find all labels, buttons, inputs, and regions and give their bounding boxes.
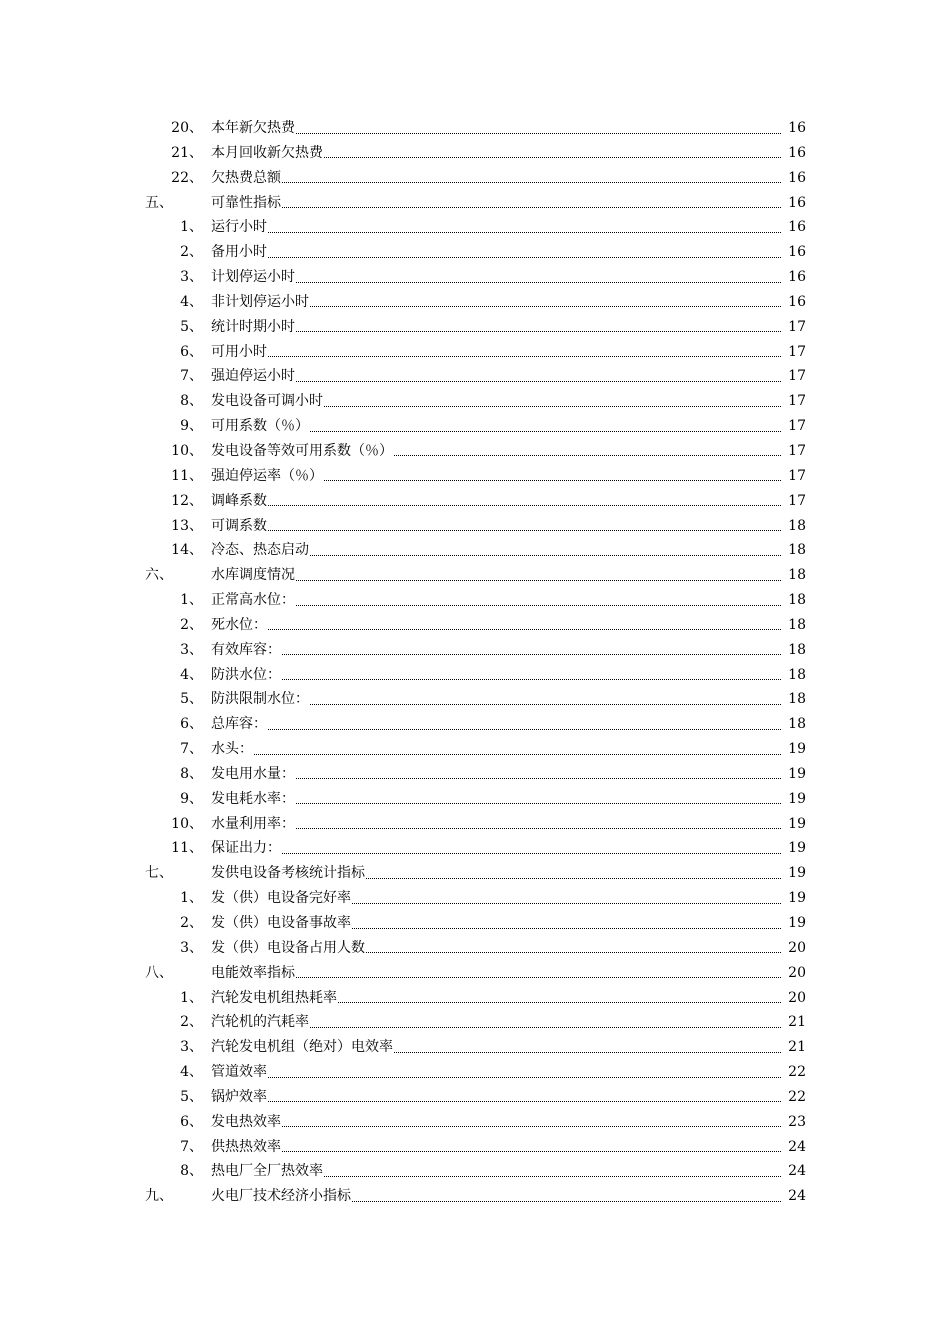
toc-entry-number: 6、 bbox=[180, 343, 203, 360]
toc-entry[interactable] bbox=[0, 389, 950, 414]
toc-entry[interactable] bbox=[0, 439, 950, 464]
toc-entry-page-number: 21 bbox=[788, 1014, 806, 1031]
toc-entry-page-number: 18 bbox=[788, 542, 806, 559]
toc-entry-number: 6、 bbox=[180, 716, 203, 733]
toc-entry-title-area bbox=[211, 812, 781, 837]
toc-entry-title: 可用小时 bbox=[211, 340, 268, 365]
toc-entry-title-area bbox=[211, 1035, 781, 1060]
toc-entry-title: 发电用水量： bbox=[211, 762, 296, 787]
toc-entry[interactable] bbox=[0, 663, 950, 688]
dot-leader bbox=[211, 381, 781, 382]
toc-entry-title: 运行小时 bbox=[211, 215, 268, 240]
toc-entry-title-area bbox=[211, 787, 781, 812]
toc-entry-title-area bbox=[211, 116, 781, 141]
toc-entry[interactable] bbox=[0, 1010, 950, 1035]
dot-leader bbox=[211, 629, 781, 630]
toc-entry-number: 2、 bbox=[180, 244, 203, 261]
toc-entry-title-area bbox=[211, 638, 781, 663]
toc-entry-number: 1、 bbox=[180, 890, 203, 907]
toc-entry-title: 可调系数 bbox=[211, 514, 268, 539]
toc-entry-page-number: 18 bbox=[788, 666, 806, 683]
dot-leader bbox=[211, 679, 781, 680]
toc-entry-page-number: 21 bbox=[788, 1039, 806, 1056]
toc-entry-title: 汽轮机的汽耗率 bbox=[211, 1010, 310, 1035]
toc-entry-number: 22、 bbox=[171, 169, 203, 186]
toc-entry-page-number: 19 bbox=[788, 840, 806, 857]
toc-entry-title-area bbox=[211, 613, 781, 638]
toc-entry-number: 20、 bbox=[171, 120, 203, 136]
toc-entry-title-area bbox=[211, 240, 781, 265]
toc-entry-title-area bbox=[211, 489, 781, 514]
toc-entry[interactable] bbox=[0, 1184, 950, 1209]
toc-entry[interactable] bbox=[0, 116, 950, 141]
toc-entry[interactable] bbox=[0, 265, 950, 290]
toc-entry-number: 5、 bbox=[180, 691, 203, 708]
dot-leader bbox=[211, 1077, 781, 1078]
toc-entry[interactable] bbox=[0, 836, 950, 861]
toc-entry-number: 8、 bbox=[180, 765, 203, 782]
toc-entry[interactable] bbox=[0, 712, 950, 737]
toc-entry[interactable] bbox=[0, 364, 950, 389]
toc-entry-page-number: 18 bbox=[788, 641, 806, 658]
toc-entry-page-number: 16 bbox=[788, 244, 806, 261]
toc-entry-title: 发（供）电设备占用人数 bbox=[211, 936, 366, 961]
toc-entry[interactable] bbox=[0, 936, 950, 961]
toc-entry-page-number: 16 bbox=[788, 144, 806, 161]
toc-entry-title: 强迫停运小时 bbox=[211, 364, 296, 389]
toc-entry-page-number: 17 bbox=[788, 467, 806, 484]
toc-entry-number: 1、 bbox=[180, 989, 203, 1006]
toc-entry-title-area bbox=[211, 563, 781, 588]
toc-entry-title: 非计划停运小时 bbox=[211, 290, 310, 315]
toc-entry-page-number: 24 bbox=[788, 1163, 806, 1180]
toc-entry[interactable] bbox=[0, 687, 950, 712]
toc-entry-number: 2、 bbox=[180, 1014, 203, 1031]
toc-entry[interactable] bbox=[0, 514, 950, 539]
toc-entry-title-area bbox=[211, 1060, 781, 1085]
toc-entry-title-area bbox=[211, 464, 781, 489]
toc-entry-number: 6、 bbox=[180, 1113, 203, 1130]
toc-entry-number: 13、 bbox=[171, 517, 203, 534]
toc-entry-title: 可用系数（％） bbox=[211, 414, 310, 439]
toc-entry-title: 汽轮发电机组（绝对）电效率 bbox=[211, 1035, 394, 1060]
toc-entry-title-area bbox=[211, 1110, 781, 1135]
toc-entry[interactable] bbox=[0, 464, 950, 489]
toc-entry-number: 9、 bbox=[180, 418, 203, 435]
dot-leader bbox=[211, 331, 781, 332]
dot-leader bbox=[211, 1151, 781, 1152]
toc-entry-title-area bbox=[211, 340, 781, 365]
toc-entry[interactable] bbox=[0, 240, 950, 265]
toc-entry-page-number: 16 bbox=[788, 120, 806, 136]
toc-entry-number: 4、 bbox=[180, 666, 203, 683]
dot-leader bbox=[211, 232, 781, 233]
toc-entry-page-number: 16 bbox=[788, 293, 806, 310]
dot-leader bbox=[211, 977, 781, 978]
toc-entry-page-number: 19 bbox=[788, 741, 806, 758]
toc-entry[interactable] bbox=[0, 290, 950, 315]
toc-entry-number: 11、 bbox=[171, 467, 203, 484]
toc-entry-number: 5、 bbox=[180, 318, 203, 335]
toc-entry-title: 热电厂全厂热效率 bbox=[211, 1159, 324, 1184]
toc-entry[interactable] bbox=[0, 1135, 950, 1160]
toc-entry-title: 本年新欠热费 bbox=[211, 116, 296, 141]
toc-entry-title-area bbox=[211, 414, 781, 439]
toc-entry-page-number: 16 bbox=[788, 169, 806, 186]
toc-entry-title: 调峰系数 bbox=[211, 489, 268, 514]
dot-leader bbox=[211, 356, 781, 357]
toc-entry-title-area bbox=[211, 191, 781, 216]
toc-entry-page-number: 20 bbox=[788, 939, 806, 956]
toc-entry-number: 7、 bbox=[180, 741, 203, 758]
toc-entry[interactable] bbox=[0, 414, 950, 439]
dot-leader bbox=[211, 530, 781, 531]
toc-entry-title: 有效库容： bbox=[211, 638, 282, 663]
toc-entry[interactable] bbox=[0, 1110, 950, 1135]
toc-entry-page-number: 19 bbox=[788, 915, 806, 931]
dot-leader bbox=[211, 182, 781, 183]
toc-entry-page-number: 17 bbox=[788, 368, 806, 385]
toc-entry[interactable] bbox=[0, 1035, 950, 1060]
toc-entry-title-area bbox=[211, 886, 781, 911]
toc-entry-title: 欠热费总额 bbox=[211, 166, 282, 191]
toc-entry-title: 发供电设备考核统计指标 bbox=[211, 861, 366, 886]
dot-leader bbox=[211, 654, 781, 655]
toc-entry-page-number: 17 bbox=[788, 492, 806, 509]
toc-entry-title: 水头： bbox=[211, 737, 254, 762]
toc-entry-number: 14、 bbox=[171, 542, 203, 559]
toc-entry-number: 9、 bbox=[180, 790, 203, 807]
toc-entry[interactable] bbox=[0, 762, 950, 787]
toc-entry-title-area bbox=[211, 439, 781, 464]
toc-entry-title: 防洪限制水位： bbox=[211, 687, 310, 712]
toc-entry-title-area bbox=[211, 762, 781, 787]
toc-entry-page-number: 18 bbox=[788, 592, 806, 609]
toc-entry-page-number: 20 bbox=[788, 989, 806, 1006]
toc-entry-page-number: 24 bbox=[788, 1138, 806, 1155]
dot-leader bbox=[211, 282, 781, 283]
toc-entry-title: 可靠性指标 bbox=[211, 191, 282, 216]
toc-entry-title: 发电设备等效可用系数（％） bbox=[211, 439, 394, 464]
toc-entry[interactable] bbox=[0, 166, 950, 191]
toc-entry-title: 发（供）电设备完好率 bbox=[211, 886, 352, 911]
toc-entry-title: 水库调度情况 bbox=[211, 563, 296, 588]
toc-entry-number: 2、 bbox=[180, 915, 203, 931]
toc-entry[interactable] bbox=[0, 613, 950, 638]
dot-leader bbox=[211, 207, 781, 208]
toc-entry-number: 3、 bbox=[180, 641, 203, 658]
toc-entry-number: 7、 bbox=[180, 368, 203, 385]
toc-entry-title-area bbox=[211, 687, 781, 712]
toc-entry-page-number: 17 bbox=[788, 343, 806, 360]
toc-entry-number: 八、 bbox=[145, 964, 173, 981]
toc-entry-number: 8、 bbox=[180, 1163, 203, 1180]
toc-entry-page-number: 16 bbox=[788, 269, 806, 286]
toc-entry-page-number: 18 bbox=[788, 716, 806, 733]
dot-leader bbox=[211, 605, 781, 606]
toc-entry-number: 五、 bbox=[145, 194, 173, 211]
toc-entry-title: 计划停运小时 bbox=[211, 265, 296, 290]
toc-entry-title: 冷态、热态启动 bbox=[211, 538, 310, 563]
toc-entry-title: 强迫停运率（％） bbox=[211, 464, 324, 489]
toc-entry-number: 21、 bbox=[171, 144, 203, 161]
toc-entry-number: 8、 bbox=[180, 393, 203, 410]
toc-entry-title: 水量利用率： bbox=[211, 812, 296, 837]
toc-entry-title-area bbox=[211, 215, 781, 240]
dot-leader bbox=[211, 505, 781, 506]
dot-leader bbox=[211, 853, 781, 854]
dot-leader bbox=[211, 257, 781, 258]
toc-entry-number: 11、 bbox=[171, 840, 203, 857]
toc-entry-title: 发电热效率 bbox=[211, 1110, 282, 1135]
toc-entry-page-number: 23 bbox=[788, 1113, 806, 1130]
toc-entry-page-number: 17 bbox=[788, 418, 806, 435]
toc-entry[interactable] bbox=[0, 961, 950, 986]
toc-entry-number: 1、 bbox=[180, 592, 203, 609]
toc-entry[interactable] bbox=[0, 563, 950, 588]
toc-entry-title: 正常高水位： bbox=[211, 588, 296, 613]
toc-entry-page-number: 19 bbox=[788, 765, 806, 782]
dot-leader bbox=[211, 778, 781, 779]
toc-entry-title: 供热热效率 bbox=[211, 1135, 282, 1160]
toc-entry-title: 发电设备可调小时 bbox=[211, 389, 324, 414]
toc-entry[interactable] bbox=[0, 340, 950, 365]
toc-entry-number: 七、 bbox=[145, 865, 173, 882]
toc-entry-title-area bbox=[211, 1184, 781, 1209]
toc-entry[interactable] bbox=[0, 141, 950, 166]
toc-entry-title: 锅炉效率 bbox=[211, 1085, 268, 1110]
toc-entry-title-area bbox=[211, 961, 781, 986]
dot-leader bbox=[211, 133, 781, 134]
toc-entry-title-area bbox=[211, 986, 781, 1011]
toc-entry-number: 九、 bbox=[145, 1188, 173, 1205]
toc-entry[interactable] bbox=[0, 489, 950, 514]
toc-entry-title: 汽轮发电机组热耗率 bbox=[211, 986, 338, 1011]
toc-entry-title: 发电耗水率： bbox=[211, 787, 296, 812]
toc-entry-title-area bbox=[211, 861, 781, 886]
toc-entry-page-number: 22 bbox=[788, 1064, 806, 1081]
toc-entry-title-area bbox=[211, 141, 781, 166]
dot-leader bbox=[211, 729, 781, 730]
toc-entry[interactable] bbox=[0, 588, 950, 613]
toc-entry-title-area bbox=[211, 663, 781, 688]
toc-entry-number: 3、 bbox=[180, 1039, 203, 1056]
toc-entry-title: 火电厂技术经济小指标 bbox=[211, 1184, 352, 1209]
toc-entry[interactable] bbox=[0, 191, 950, 216]
toc-entry-number: 12、 bbox=[171, 492, 203, 509]
toc-entry-number: 10、 bbox=[171, 815, 203, 832]
dot-leader bbox=[211, 1126, 781, 1127]
toc-entry-title-area bbox=[211, 911, 781, 936]
toc-entry-title: 管道效率 bbox=[211, 1060, 268, 1085]
toc-entry-title: 防洪水位： bbox=[211, 663, 282, 688]
toc-entry-title-area bbox=[211, 1135, 781, 1160]
toc-entry-title-area bbox=[211, 514, 781, 539]
toc-entry-title-area bbox=[211, 315, 781, 340]
toc-entry-page-number: 16 bbox=[788, 194, 806, 211]
toc-entry-title: 本月回收新欠热费 bbox=[211, 141, 324, 166]
toc-entry-page-number: 20 bbox=[788, 964, 806, 981]
toc-entry[interactable] bbox=[0, 737, 950, 762]
toc-entry-page-number: 19 bbox=[788, 890, 806, 907]
toc-entry[interactable] bbox=[0, 911, 950, 936]
dot-leader bbox=[211, 828, 781, 829]
toc-entry-title: 总库容： bbox=[211, 712, 268, 737]
toc-entry-title-area bbox=[211, 290, 781, 315]
toc-entry[interactable] bbox=[0, 538, 950, 563]
dot-leader bbox=[211, 580, 781, 581]
toc-entry-title-area bbox=[211, 588, 781, 613]
toc-entry[interactable] bbox=[0, 986, 950, 1011]
toc-entry-title-area bbox=[211, 1159, 781, 1184]
toc-entry-page-number: 17 bbox=[788, 318, 806, 335]
toc-entry-title-area bbox=[211, 836, 781, 861]
toc-entry[interactable] bbox=[0, 1159, 950, 1184]
dot-leader bbox=[211, 754, 781, 755]
toc-entry-number: 1、 bbox=[180, 219, 203, 236]
toc-entry[interactable] bbox=[0, 886, 950, 911]
toc-entry-page-number: 18 bbox=[788, 517, 806, 534]
toc-entry-number: 10、 bbox=[171, 442, 203, 459]
dot-leader bbox=[211, 803, 781, 804]
toc-entry-page-number: 18 bbox=[788, 691, 806, 708]
toc-entry-page-number: 17 bbox=[788, 442, 806, 459]
toc-entry-title: 电能效率指标 bbox=[211, 961, 296, 986]
toc-entry-number: 六、 bbox=[145, 567, 173, 584]
toc-entry-number: 2、 bbox=[180, 616, 203, 633]
toc-entry-number: 4、 bbox=[180, 293, 203, 310]
toc-entry[interactable] bbox=[0, 861, 950, 886]
toc-entry-title-area bbox=[211, 364, 781, 389]
toc-entry-page-number: 18 bbox=[788, 567, 806, 584]
toc-entry-page-number: 16 bbox=[788, 219, 806, 236]
toc-entry-page-number: 18 bbox=[788, 616, 806, 633]
toc-entry[interactable] bbox=[0, 1060, 950, 1085]
toc-entry-title: 备用小时 bbox=[211, 240, 268, 265]
toc-entry[interactable] bbox=[0, 787, 950, 812]
toc-entry-title-area bbox=[211, 538, 781, 563]
toc-entry-title-area bbox=[211, 936, 781, 961]
toc-entry-page-number: 19 bbox=[788, 815, 806, 832]
toc-entry[interactable] bbox=[0, 1085, 950, 1110]
toc-entry[interactable] bbox=[0, 638, 950, 663]
toc-entry-page-number: 19 bbox=[788, 790, 806, 807]
toc-entry[interactable] bbox=[0, 812, 950, 837]
toc-entry-title: 保证出力： bbox=[211, 836, 282, 861]
toc-entry-number: 5、 bbox=[180, 1088, 203, 1105]
toc-entry-number: 7、 bbox=[180, 1138, 203, 1155]
toc-entry-title-area bbox=[211, 389, 781, 414]
toc-entry-title-area bbox=[211, 1010, 781, 1035]
toc-entry-title-area bbox=[211, 1085, 781, 1110]
toc-entry-title-area bbox=[211, 712, 781, 737]
toc-entry-number: 3、 bbox=[180, 269, 203, 286]
toc-entry-page-number: 22 bbox=[788, 1088, 806, 1105]
toc-entry-page-number: 24 bbox=[788, 1188, 806, 1205]
toc-entry-title-area bbox=[211, 166, 781, 191]
table-of-contents bbox=[0, 116, 950, 1209]
toc-entry-page-number: 19 bbox=[788, 865, 806, 882]
toc-entry-title: 发（供）电设备事故率 bbox=[211, 911, 352, 936]
toc-entry[interactable] bbox=[0, 215, 950, 240]
toc-entry-number: 3、 bbox=[180, 939, 203, 956]
toc-entry-title: 统计时期小时 bbox=[211, 315, 296, 340]
toc-entry-number: 4、 bbox=[180, 1064, 203, 1081]
toc-entry-title-area bbox=[211, 737, 781, 762]
toc-entry[interactable] bbox=[0, 315, 950, 340]
toc-entry-title: 死水位： bbox=[211, 613, 268, 638]
toc-entry-page-number: 17 bbox=[788, 393, 806, 410]
toc-entry-title-area bbox=[211, 265, 781, 290]
dot-leader bbox=[211, 1101, 781, 1102]
